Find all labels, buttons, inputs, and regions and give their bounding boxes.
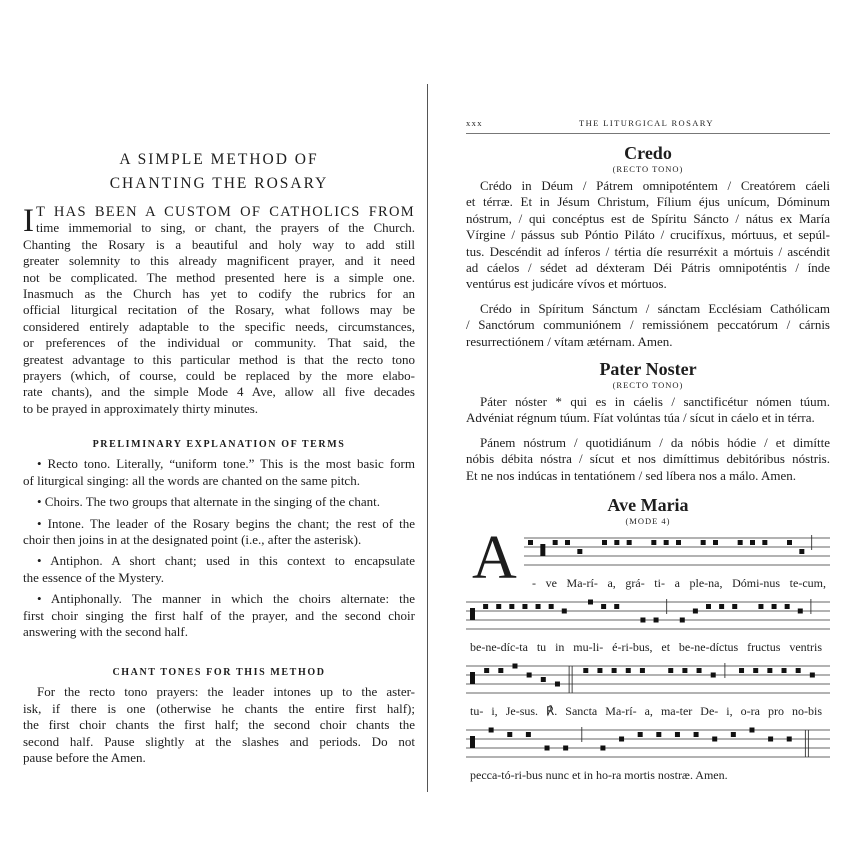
- neume-note: [549, 604, 554, 609]
- chant-tones-paragraph: [23, 684, 415, 766]
- text-line: Inasmuch as the Church has yet to codify the rubrics for an: [23, 286, 415, 302]
- drop-cap: I: [23, 203, 34, 239]
- text-line: answering with the second half.: [23, 623, 188, 639]
- neume-note: [651, 540, 656, 545]
- term-definition: [23, 591, 415, 640]
- neume-note: [612, 668, 617, 673]
- neume-note: [527, 673, 532, 678]
- ave-maria-chant: [466, 524, 830, 788]
- neume-note: [782, 668, 787, 673]
- pater-noster-tone: (RECTO TONO): [612, 380, 684, 391]
- neume-note: [562, 609, 567, 614]
- text-line: pause before the Amen.: [23, 749, 146, 765]
- neume-note: [489, 728, 494, 733]
- text-line: For the recto tono prayers: the leader intones up to the aster-: [37, 684, 415, 700]
- neume-note: [787, 737, 792, 742]
- neume-note: [739, 668, 744, 673]
- chant-tones-heading: CHANT TONES FOR THIS METHOD: [112, 667, 326, 679]
- clef: [470, 736, 475, 748]
- page-number: xxx: [466, 118, 483, 128]
- neume-note: [768, 737, 773, 742]
- neume-note: [799, 549, 804, 554]
- text-line: the essence of the Mystery.: [23, 569, 165, 585]
- credo-tone: (RECTO TONO): [612, 164, 684, 174]
- chapter-title: A SIMPLE METHOD OF CHANTING THE ROSARY: [109, 151, 329, 192]
- neume-note: [787, 540, 792, 545]
- terms-list: [23, 456, 415, 640]
- term-definition: [23, 456, 415, 489]
- text-line: • Recto tono. Literally, “uniform tone.” This is the most basic form: [37, 456, 415, 472]
- neume-note: [640, 618, 645, 623]
- neume-note: [597, 668, 602, 673]
- neume-note: [668, 668, 673, 673]
- neume-note: [738, 540, 743, 545]
- clef: [540, 544, 545, 556]
- chant-system: [466, 596, 830, 660]
- neume-note: [528, 540, 533, 545]
- text-line: isk, if there is one (otherwise he chants the entire first half);: [23, 700, 415, 716]
- neume-note: [626, 668, 631, 673]
- text-line: nóstrum, / qui concéptus est de Spíritu Sáncto / nátus ex María: [466, 210, 830, 226]
- neume-note: [536, 604, 541, 609]
- neume-note: [614, 604, 619, 609]
- text-line: • Choirs. The two groups that alternate in the singing of the chant.: [37, 494, 380, 510]
- neume-note: [656, 732, 661, 737]
- neume-note: [601, 604, 606, 609]
- neume-note: [522, 604, 527, 609]
- intro-paragraph: [23, 204, 415, 417]
- neume-note: [627, 540, 632, 545]
- text-line: prayers (which, of course, could be replaced by the more elabo-: [23, 368, 415, 384]
- text-line: / Sanctórum communiónem / remissiónem peccatórum / cárnis: [466, 317, 830, 333]
- chant-lyrics: be-ne-díc-ta tu in mu-li- é-ri-bus, et be-ne-díctus fructus ventris: [470, 640, 822, 655]
- neume-note: [693, 609, 698, 614]
- running-head-title: THE LITURGICAL ROSARY: [579, 118, 714, 128]
- neume-note: [680, 618, 685, 623]
- neume-note: [545, 746, 550, 751]
- neume-note: [555, 682, 560, 687]
- running-header: [466, 118, 830, 134]
- neume-note: [753, 668, 758, 673]
- neume-note: [640, 668, 645, 673]
- neume-note: [638, 732, 643, 737]
- text-line: time immemorial to sing, or chant, the prayers of the Church.: [36, 220, 415, 236]
- neume-note: [767, 668, 772, 673]
- neume-note: [772, 604, 777, 609]
- ave-maria-title: Ave Maria: [607, 495, 689, 516]
- terms-heading: PRELIMINARY EXPLANATION OF TERMS: [92, 439, 346, 451]
- neume-note: [553, 540, 558, 545]
- neume-note: [706, 604, 711, 609]
- text-line: of liturgical singing: all the words are chanted on the same pitch.: [23, 472, 360, 488]
- text-line: Chanting the Rosary is a beautiful and holy way to add still: [23, 236, 415, 252]
- neume-note: [619, 737, 624, 742]
- neume-note: [483, 604, 488, 609]
- text-line: resurrectiónem / vítam ætérnam. Amen.: [466, 333, 673, 349]
- neume-note: [701, 540, 706, 545]
- text-line: • Intone. The leader of the Rosary begins the chant; the rest of the: [37, 515, 415, 531]
- neume-note: [507, 732, 512, 737]
- music-staff: [466, 660, 830, 706]
- neume-note: [749, 728, 754, 733]
- pater-paragraph-1: [466, 394, 830, 427]
- chant-system: [466, 660, 830, 724]
- neume-note: [731, 732, 736, 737]
- chant-system: [466, 524, 830, 596]
- neume-note: [509, 604, 514, 609]
- text-line: considered entirely adaptable to the specific needs, circumstances,: [23, 318, 415, 334]
- text-line: greater solemnity to this already magnificent prayer, and it need: [23, 253, 415, 269]
- text-line: the first choir chants the first half; the second choir chants the: [23, 717, 415, 733]
- text-line: • Antiphon. A short chant; used in this context to encapsulate: [37, 553, 415, 569]
- neume-note: [796, 668, 801, 673]
- neume-note: [712, 737, 717, 742]
- pater-noster-title: Pater Noster: [599, 359, 697, 380]
- neume-note: [484, 668, 489, 673]
- chant-system: [466, 724, 830, 788]
- neume-note: [711, 673, 716, 678]
- neume-note: [694, 732, 699, 737]
- intro-caps-line: T HAS BEEN A CUSTOM OF CATHOLICS FROM: [36, 204, 415, 220]
- text-line: Crédo in Déum / Pátrem omnipoténtem / Creatórem cáeli: [480, 178, 830, 193]
- neume-note: [750, 540, 755, 545]
- neume-note: [512, 664, 517, 669]
- neume-note: [565, 540, 570, 545]
- neume-note: [732, 604, 737, 609]
- clef: [470, 608, 475, 620]
- neume-note: [541, 677, 546, 682]
- neume-note: [583, 668, 588, 673]
- music-staff: [466, 532, 830, 578]
- text-line: first choir singing the first half of the prayer, and the second choir: [23, 607, 415, 623]
- chant-lyrics: tu- i, Je-sus. ℟. Sancta Ma-rí- a, ma-ter De- i, o-ra pro no-bis: [470, 704, 822, 719]
- neume-note: [713, 540, 718, 545]
- ave-maria-mode: (MODE 4): [625, 516, 671, 527]
- credo-paragraph-2: [466, 301, 830, 350]
- text-line: choir then joins in at the designated point (i.e., after the asterisk).: [23, 531, 362, 547]
- right-page: [466, 118, 830, 788]
- text-line: Páter nóster * qui es in cáelis / sanctificétur nómen túum.: [480, 394, 830, 410]
- neume-note: [588, 600, 593, 605]
- neume-note: [577, 549, 582, 554]
- neume-note: [785, 604, 790, 609]
- neume-note: [798, 609, 803, 614]
- text-line: tus. Descéndit ad ínferos / tértia díe resurréxit a mórtuis / ascéndit: [466, 243, 830, 259]
- neume-note: [719, 604, 724, 609]
- chant-lyrics: pecca-tó-ri-bus nunc et in ho-ra mortis nostræ. Amen.: [470, 768, 728, 783]
- text-line: Et ne nos indúcas in tentatiónem / sed líbera nos a málo. Amen.: [466, 467, 796, 483]
- text-line: rate chants), and the simple Mode 4 Ave, allow all five decades: [23, 384, 415, 400]
- credo-paragraph-1: [466, 178, 830, 293]
- neume-note: [526, 732, 531, 737]
- neume-note: [563, 746, 568, 751]
- credo-title: Credo: [624, 143, 672, 163]
- music-staff: [466, 724, 830, 770]
- neume-note: [682, 668, 687, 673]
- text-line: Crédo in Spíritum Sánctum / sánctam Ecclésiam Cathólicam: [480, 300, 830, 316]
- neume-note: [675, 732, 680, 737]
- text-line: not be complicated. The method presented here is a simple one.: [23, 269, 415, 285]
- neume-note: [810, 673, 815, 678]
- neume-note: [602, 540, 607, 545]
- neume-note: [498, 668, 503, 673]
- initial-letter: A: [472, 524, 517, 593]
- neume-note: [664, 540, 669, 545]
- music-staff: [466, 596, 830, 642]
- term-definition: [23, 516, 415, 549]
- page-gutter-divider: [427, 84, 428, 792]
- neume-note: [600, 746, 605, 751]
- text-line: second half. Pause slightly at the slashes and periods. Do not: [23, 733, 415, 749]
- left-page: [23, 148, 415, 766]
- neume-note: [654, 618, 659, 623]
- text-line: Advéniat régnum túum. Fíat volúntas túa / sícut in cáelo et in térra.: [466, 410, 815, 426]
- text-line: ad cáelos / sédet ad déxteram Déi Pátris omnipoténtis / índe: [466, 260, 830, 276]
- neume-note: [614, 540, 619, 545]
- neume-note: [676, 540, 681, 545]
- text-line: or preferences of the individual or community. That said, the: [23, 335, 415, 351]
- text-line: Vírgine / pássus sub Póntio Piláto / crucifíxus, mórtuus, et sepúl-: [466, 227, 830, 243]
- text-line: Pánem nóstrum / quotidiánum / da nóbis hódie / et dimítte: [480, 434, 830, 450]
- text-line: official liturgical recitation of the Rosary, what follows may be: [23, 302, 415, 318]
- text-line: nóbis débita nóstra / sícut et nos dimíttimus debitóribus nóstris.: [466, 451, 830, 467]
- text-line: to be prayed in approximately thirty minutes.: [23, 400, 259, 416]
- text-line: ventúrus est judicáre vívos et mórtuos.: [466, 276, 667, 292]
- neume-note: [758, 604, 763, 609]
- clef: [470, 672, 475, 684]
- neume-note: [762, 540, 767, 545]
- term-definition: [23, 494, 415, 510]
- term-definition: [23, 553, 415, 586]
- text-line: • Antiphonally. The manner in which the choirs alternate: the: [37, 591, 415, 607]
- text-line: greatest advantage to this particular method is that the recto tono: [23, 351, 415, 367]
- pater-paragraph-2: [466, 435, 830, 484]
- neume-note: [496, 604, 501, 609]
- text-line: et térræ. Et in Jésum Christum, Fílium éjus unícum, Dóminum: [466, 194, 830, 210]
- chant-lyrics: - ve Ma-rí- a, grá- ti- a ple-na, Dómi-nus te-cum,: [532, 576, 826, 591]
- neume-note: [697, 668, 702, 673]
